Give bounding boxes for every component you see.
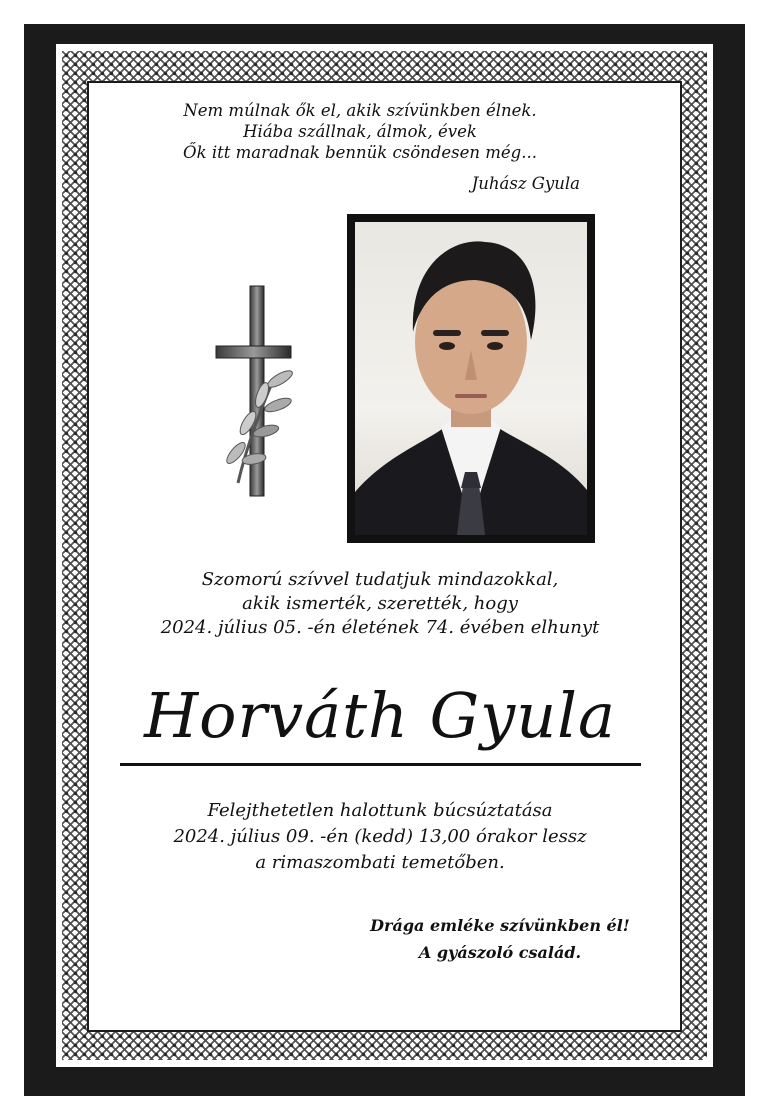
- deceased-name: Horváth Gyula: [144, 679, 616, 752]
- cross-with-branch-icon: [210, 283, 305, 503]
- notice-line-1: Szomorú szívvel tudatjuk mindazokkal,: [201, 569, 559, 590]
- notice-line-3: 2024. július 05. -én életének 74. évében elhunyt: [160, 617, 600, 638]
- notice-line-2: akik ismerték, szerették, hogy: [242, 593, 518, 614]
- poem-quote: [170, 100, 550, 163]
- closing-message: [360, 912, 640, 966]
- poem-line-3: Ők itt maradnak bennük csöndesen még...: [183, 143, 537, 162]
- poem-line-2: Hiába szállnak, álmok, évek: [243, 122, 477, 141]
- closing-line-2: A gyászoló család.: [418, 943, 582, 962]
- funeral-details: [130, 798, 630, 876]
- funeral-line-3: a rimaszombati temetőben.: [255, 852, 505, 873]
- name-underline: [120, 763, 641, 766]
- death-notice: [120, 568, 640, 640]
- poem-author: Juhász Gyula: [471, 174, 580, 193]
- portrait-photo: [355, 222, 587, 535]
- poem-line-1: Nem múlnak ők el, akik szívünkben élnek.: [183, 101, 537, 120]
- closing-line-1: Drága emléke szívünkben él!: [370, 916, 630, 935]
- funeral-line-1: Felejthetetlen halottunk búcsúztatása: [207, 800, 553, 821]
- funeral-line-2: 2024. július 09. -én (kedd) 13,00 órakor lessz: [173, 826, 587, 847]
